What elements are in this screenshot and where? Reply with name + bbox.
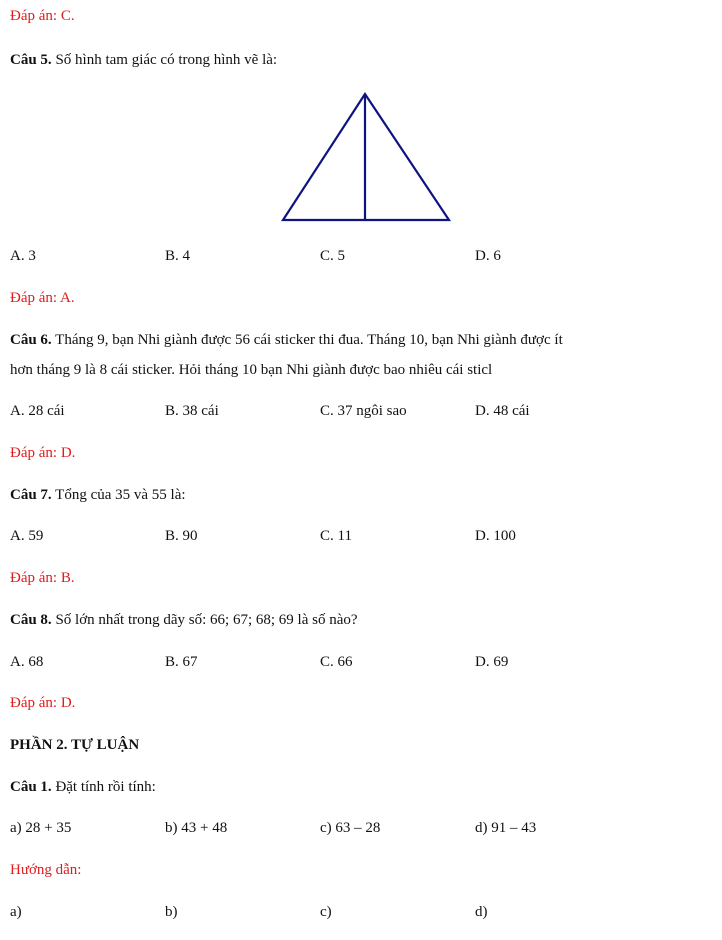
question-6-text: Tháng 9, bạn Nhi giành được 56 cái sticker thi đua. Tháng 10, bạn Nhi giành được ít [51,332,563,348]
option-b[interactable]: B. 4 [165,248,191,264]
question-6-options [10,403,722,425]
part-2-heading: PHẦN 2. TỰ LUẬN [10,737,140,753]
question-7-text: Tổng của 35 và 55 là: [51,487,186,503]
guide-answer-row [10,904,722,926]
answer-q8: Đáp án: D. [10,695,76,711]
option-d[interactable]: D. 48 cái [475,403,530,419]
question-5-label: Câu 5. [10,52,52,68]
question-6-line1 [10,332,563,349]
essay-question-1-text: Đặt tính rồi tính: [51,779,156,795]
question-8 [10,612,358,629]
question-6-line2: hơn tháng 9 là 8 cái sticker. Hỏi tháng 10 bạn Nhi giành được bao nhiêu cái sticl [10,362,493,378]
essay-question-1 [10,779,156,796]
option-d[interactable]: D. 6 [475,248,501,264]
guide-answer-d: d) [475,904,488,920]
option-a[interactable]: A. 68 [10,654,44,670]
exercise-a: a) 28 + 35 [10,820,72,836]
essay-question-1-label: Câu 1. [10,779,52,795]
guide-answer-b: b) [165,904,178,920]
triangle-figure [280,90,452,226]
exercise-d: d) 91 – 43 [475,820,537,836]
option-c[interactable]: C. 37 ngôi sao [320,403,407,419]
question-7-options [10,528,722,550]
option-a[interactable]: A. 59 [10,528,44,544]
guide-heading: Hướng dẫn: [10,862,82,878]
option-c[interactable]: C. 66 [320,654,353,670]
option-d[interactable]: D. 69 [475,654,509,670]
guide-answer-a: a) [10,904,22,920]
exercise-b: b) 43 + 48 [165,820,228,836]
option-c[interactable]: C. 5 [320,248,346,264]
option-b[interactable]: B. 90 [165,528,198,544]
option-d[interactable]: D. 100 [475,528,516,544]
answer-q4: Đáp án: C. [10,8,75,24]
exercise-c: c) 63 – 28 [320,820,381,836]
question-6-label: Câu 6. [10,332,52,348]
question-8-text: Số lớn nhất trong dãy số: 66; 67; 68; 69 là số nào? [51,612,358,628]
option-a[interactable]: A. 28 cái [10,403,65,419]
question-5 [10,52,277,69]
question-7 [10,487,186,504]
answer-q5: Đáp án: A. [10,290,75,306]
question-8-label: Câu 8. [10,612,52,628]
question-8-options [10,654,722,676]
guide-answer-c: c) [320,904,332,920]
answer-q6: Đáp án: D. [10,445,76,461]
answer-q7: Đáp án: B. [10,570,75,586]
question-7-label: Câu 7. [10,487,52,503]
option-b[interactable]: B. 67 [165,654,198,670]
exercise-row [10,820,722,842]
option-b[interactable]: B. 38 cái [165,403,219,419]
question-5-text: Số hình tam giác có trong hình vẽ là: [51,52,278,68]
option-a[interactable]: A. 3 [10,248,36,264]
question-5-options [10,248,722,270]
option-c[interactable]: C. 11 [320,528,352,544]
